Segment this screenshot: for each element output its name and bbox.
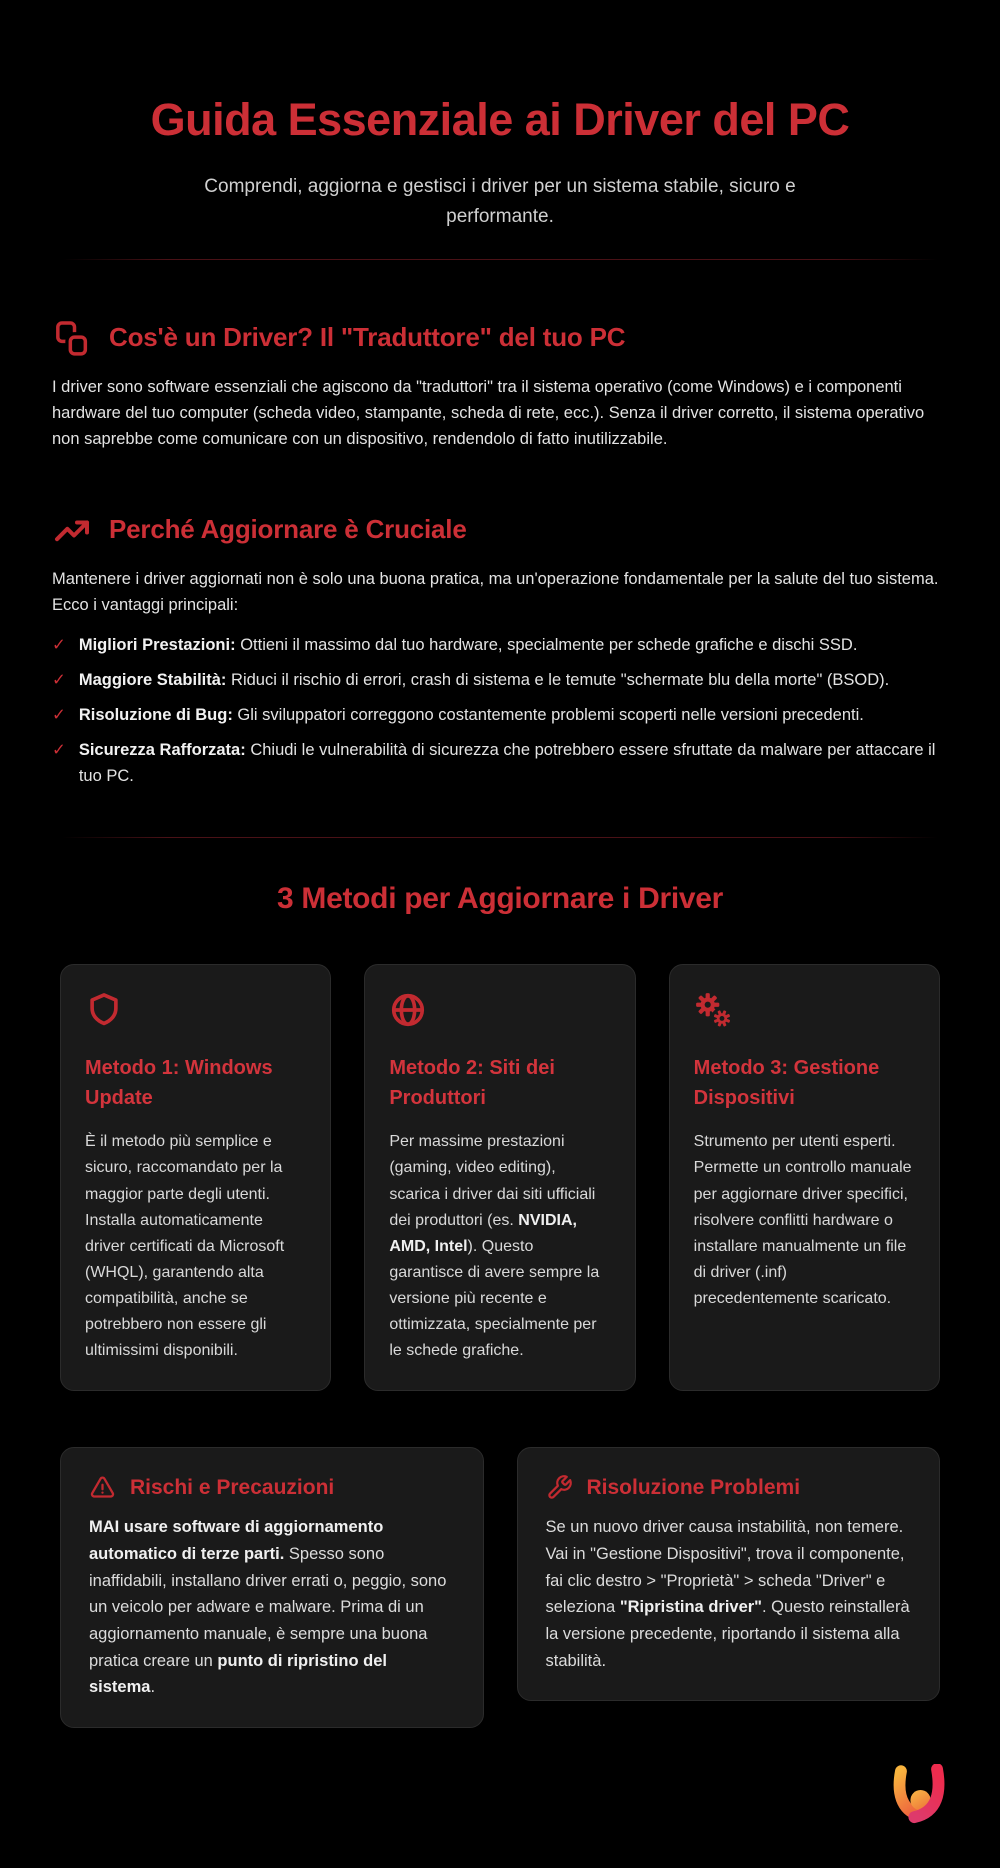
check-icon: ✓ — [52, 740, 66, 760]
benefits-list — [52, 632, 948, 789]
section-what-heading: Cos'è un Driver? Il "Traduttore" del tuo PC — [109, 322, 626, 353]
globe-icon — [389, 991, 427, 1029]
section-what-header — [52, 318, 948, 358]
section-why-heading: Perché Aggiornare è Cruciale — [109, 514, 467, 545]
benefit-text: Ottieni il massimo dal tuo hardware, specialmente per schede grafiche e dischi SSD. — [240, 636, 858, 655]
divider — [62, 837, 938, 838]
divider — [62, 259, 938, 260]
risks-card-heading: Rischi e Precauzioni — [130, 1475, 335, 1499]
method-card-vendor-sites — [364, 964, 635, 1391]
troubleshoot-card — [517, 1447, 941, 1701]
benefit-label: Risoluzione di Bug: — [78, 706, 233, 725]
method-card-title: Metodo 3: Gestione Dispositivi — [693, 1057, 880, 1110]
troubleshoot-card-heading: Risoluzione Problemi — [586, 1475, 801, 1499]
brand-logo — [886, 1764, 952, 1828]
list-item — [52, 737, 948, 789]
shield-icon — [85, 991, 123, 1029]
list-item — [52, 702, 948, 728]
check-icon: ✓ — [52, 635, 66, 655]
check-icon: ✓ — [52, 705, 66, 725]
risks-card-body: MAI usare software di aggiornamento automatico di terze parti. Spesso sono inaffidabili, installano driver errati o, peggio, sono un veicolo per adware e malware. Prima di un aggiornamento manuale, è sempre una buona pratica creare un punto di ripristino del sistema. — [89, 1518, 447, 1697]
benefit-text: Riduci il rischio di errori, crash di sistema e le temute "schermate blu della morte" (BSOD). — [231, 671, 890, 690]
components-icon — [52, 318, 92, 358]
troubleshoot-card-body: Se un nuovo driver causa instabilità, non temere. Vai in "Gestione Dispositivi", trova il componente, fai clic destro > "Proprietà" > scheda "Driver" e seleziona "Ripristina driver". Questo reinstallerà la versione precedente, riportando il sistema alla stabilità. — [545, 1518, 910, 1670]
warning-icon — [89, 1474, 116, 1501]
gears-icon — [694, 991, 732, 1029]
footer — [0, 1728, 1000, 1868]
section-what-is-driver — [0, 318, 1000, 452]
bottom-cards-row — [0, 1447, 1000, 1728]
section-what-body: I driver sono software essenziali che agiscono da "traduttori" tra il sistema operativo (come Windows) e i componenti hardware del tuo computer (scheda video, stampante, scheda di rete, ecc.). Senza il driver corretto, il sistema operativo non saprebbe come comunicare con un dispositivo, rendendolo di fatto inutilizzabile. — [52, 377, 925, 448]
wrench-icon — [546, 1474, 573, 1501]
benefit-text: Chiudi le vulnerabilità di sicurezza che potrebbero essere sfruttate da malware per attaccare il tuo PC. — [78, 741, 936, 786]
method-cards-row — [0, 964, 1000, 1391]
page-title: Guida Essenziale ai Driver del PC — [150, 94, 850, 145]
benefit-label: Sicurezza Rafforzata: — [78, 741, 246, 760]
trending-up-icon — [52, 510, 92, 550]
method-card-title: Metodo 1: Windows Update — [85, 1057, 273, 1110]
method-card-body: Strumento per utenti esperti. Permette un controllo manuale per aggiornare driver specifici, risolvere conflitti hardware o installare manualmente un file di driver (.inf) precedentemente scaricato. — [693, 1133, 912, 1307]
section-why-intro: Mantenere i driver aggiornati non è solo una buona pratica, ma un'operazione fondamentale per la salute del tuo sistema. Ecco i vantaggi principali: — [52, 569, 939, 615]
check-icon: ✓ — [52, 670, 66, 690]
risks-card — [60, 1447, 484, 1728]
section-why-header — [52, 510, 948, 550]
section-why-update — [0, 510, 1000, 789]
method-card-device-manager — [669, 964, 940, 1391]
vendor-names-bold: NVIDIA, AMD, Intel — [389, 1211, 577, 1255]
methods-section-heading: 3 Metodi per Aggiornare i Driver — [276, 882, 724, 916]
method-card-windows-update — [60, 964, 331, 1391]
page-subtitle: Comprendi, aggiorna e gestisci i driver per un sistema stabile, sicuro e performante. — [204, 176, 796, 228]
method-card-title: Metodo 2: Siti dei Produttori — [389, 1057, 555, 1110]
list-item — [52, 632, 948, 658]
list-item — [52, 667, 948, 693]
benefit-label: Maggiore Stabilità: — [78, 671, 227, 690]
benefit-text: Gli sviluppatori correggono costantemente problemi scoperti nelle versioni precedenti. — [237, 706, 864, 725]
benefit-label: Migliori Prestazioni: — [78, 636, 236, 655]
method-card-body: Per massime prestazioni (gaming, video editing), scarica i driver dai siti ufficiali dei produttori (es. NVIDIA, AMD, Intel). Questo garantisce di avere sempre la versione più recente e ottimizzata, specialmente per le schede grafiche. — [389, 1133, 600, 1360]
method-card-body: È il metodo più semplice e sicuro, raccomandato per la maggior parte degli utenti. Installa automaticamente driver certificati da Microsoft (WHQL), garantendo alta compatibilità, anche se potrebbero non essere gli ultimissimi disponibili. — [85, 1133, 285, 1360]
